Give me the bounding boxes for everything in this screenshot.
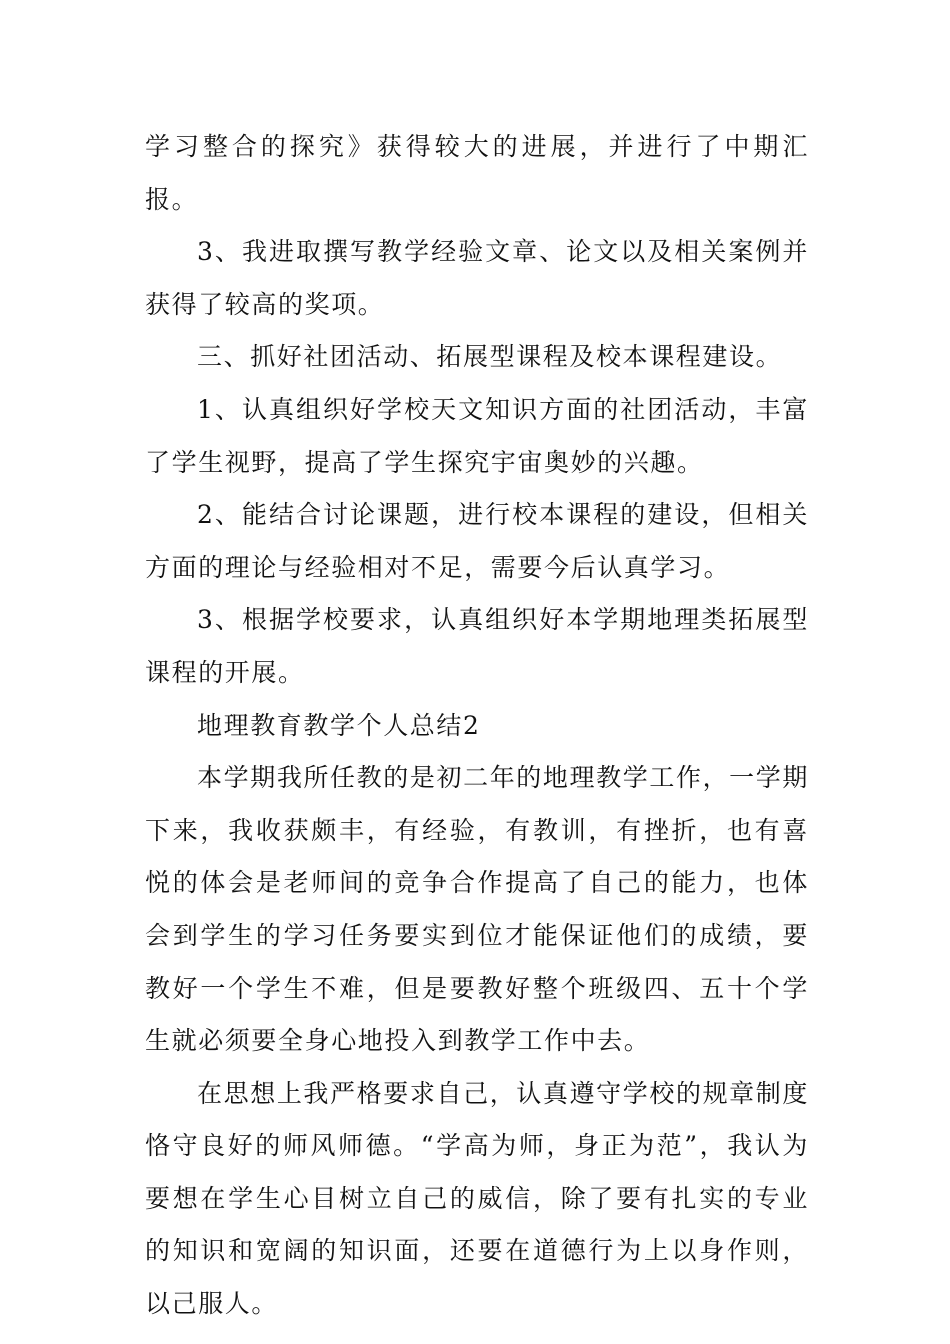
paragraph-4: 1、认真组织好学校天文知识方面的社团活动，丰富了学生视野，提高了学生探究宇宙奥妙的兴趣。 — [145, 394, 809, 477]
paragraph-1: 学习整合的探究》获得较大的进展，并进行了中期汇报。 — [145, 132, 809, 214]
section-heading-3: 三、抓好社团活动、拓展型课程及校本课程建设。 — [197, 342, 783, 372]
paragraph-5: 2、能结合讨论课题，进行校本课程的建设，但相关方面的理论与经验相对不足，需要今后认真学习。 — [145, 500, 809, 582]
paragraph-2: 3、我进取撰写教学经验文章、论文以及相关案例并获得了较高的奖项。 — [145, 237, 809, 319]
paragraph-9: 在思想上我严格要求自己，认真遵守学校的规章制度恪守良好的师风师德。“学高为师，身正为范”，我认为要想在学生心目树立自己的威信，除了要有扎实的专业的知识和宽阔的知识面，还要在道德行为上以身作则，以己服人。 — [145, 1078, 809, 1319]
section-title-summary-2: 地理教育教学个人总结2 — [197, 710, 481, 740]
document-body — [145, 121, 809, 1331]
paragraph-6: 3、根据学校要求，认真组织好本学期地理类拓展型课程的开展。 — [145, 605, 809, 687]
paragraph-8: 本学期我所任教的是初二年的地理教学工作，一学期下来，我收获颇丰，有经验，有教训，有挫折，也有喜悦的体会是老师间的竞争合作提高了自己的能力，也体会到学生的学习任务要实到位才能保证他们的成绩，要教好一个学生不难，但是要教好整个班级四、五十个学生就必须要全身心地投入到教学工作中去。 — [145, 763, 809, 1056]
